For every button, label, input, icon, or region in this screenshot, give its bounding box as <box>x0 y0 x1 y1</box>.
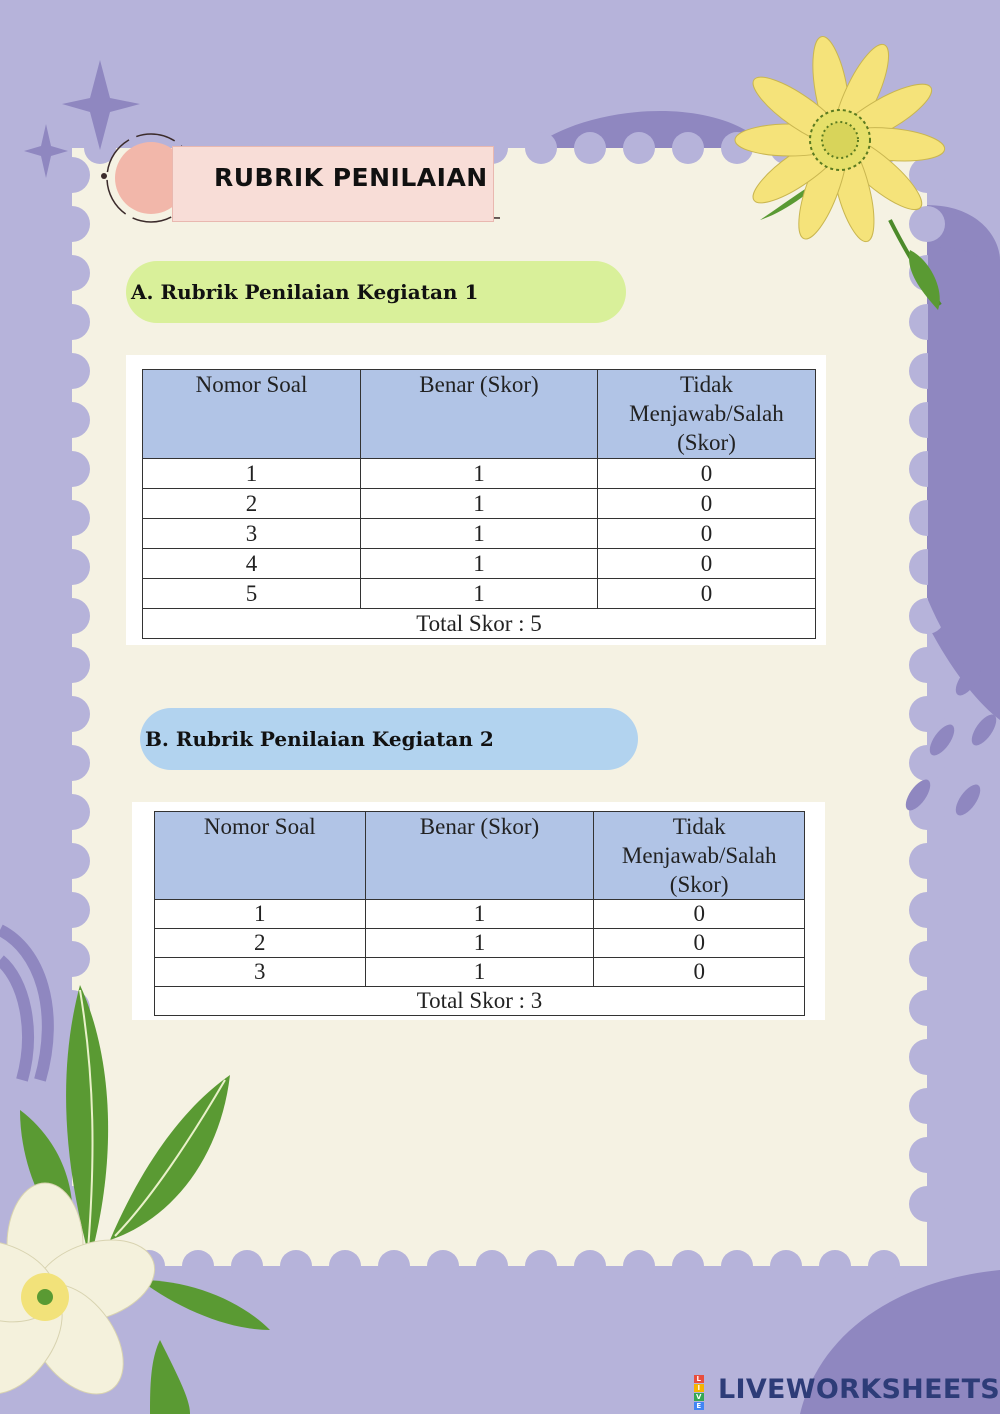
scallop <box>54 353 90 389</box>
section-b-heading: B. Rubrik Penilaian Kegiatan 2 <box>140 708 638 770</box>
cell-benar: 1 <box>361 519 598 549</box>
scallop <box>623 132 655 164</box>
cell-salah: 0 <box>597 579 815 609</box>
cell-benar: 1 <box>361 549 598 579</box>
header-line: Tidak <box>680 372 733 397</box>
liveworksheets-brand <box>694 1372 1000 1410</box>
scallop <box>525 1250 557 1282</box>
logo-square <box>705 1402 715 1410</box>
table-row <box>143 519 816 549</box>
cell-benar: 1 <box>361 489 598 519</box>
table-row <box>155 958 805 987</box>
scallop <box>378 1250 410 1282</box>
table-row <box>143 489 816 519</box>
scallop <box>909 696 945 732</box>
scallop <box>909 941 945 977</box>
table-header-row <box>155 812 805 900</box>
header-nomor-soal: Nomor Soal <box>143 370 361 459</box>
scallop <box>54 696 90 732</box>
scallop <box>623 1250 655 1282</box>
cell-salah: 0 <box>597 519 815 549</box>
scallop <box>909 647 945 683</box>
scallop <box>54 402 90 438</box>
header-benar-skor: Benar (Skor) <box>361 370 598 459</box>
cell-benar: 1 <box>365 958 594 987</box>
section-a-heading: A. Rubrik Penilaian Kegiatan 1 <box>126 261 626 323</box>
scallop <box>770 1250 802 1282</box>
table-header-row <box>143 370 816 459</box>
scallop <box>54 941 90 977</box>
scallop <box>54 451 90 487</box>
cell-benar: 1 <box>361 579 598 609</box>
scallop <box>909 1137 945 1173</box>
header-line: (Skor) <box>677 430 736 455</box>
cell-benar: 1 <box>365 929 594 958</box>
cell-salah: 0 <box>597 459 815 489</box>
scallop <box>721 1250 753 1282</box>
table-row <box>143 549 816 579</box>
header-tidak-menjawab-salah-skor <box>597 370 815 459</box>
scallop <box>54 255 90 291</box>
scallop <box>54 157 90 193</box>
rubric-table-b <box>154 811 805 1016</box>
scallop <box>868 1250 900 1282</box>
rubric-table-a <box>142 369 816 639</box>
scallop <box>54 549 90 585</box>
scallop <box>525 132 557 164</box>
liveworksheets-logo-icon <box>694 1375 714 1410</box>
page-title: RUBRIK PENILAIAN <box>214 163 488 192</box>
table-row <box>155 900 805 929</box>
header-benar-skor: Benar (Skor) <box>365 812 594 900</box>
cell-nomor: 2 <box>143 489 361 519</box>
logo-letter-e: E <box>694 1402 704 1410</box>
cell-nomor: 2 <box>155 929 366 958</box>
scallop <box>231 1250 263 1282</box>
header-line: (Skor) <box>669 872 729 897</box>
table-row <box>155 929 805 958</box>
scallop <box>574 132 606 164</box>
cell-salah: 0 <box>597 489 815 519</box>
logo-square <box>705 1375 715 1383</box>
logo-letter-l: L <box>694 1375 704 1383</box>
scallop <box>672 132 704 164</box>
header-tidak-menjawab-salah-skor <box>594 812 805 900</box>
cell-nomor: 3 <box>155 958 366 987</box>
scallop <box>427 1250 459 1282</box>
cell-salah: 0 <box>594 900 805 929</box>
cell-nomor: 1 <box>155 900 366 929</box>
table-row <box>143 579 816 609</box>
table-total-row <box>143 609 816 639</box>
scallop <box>54 598 90 634</box>
logo-letter-v: V <box>694 1393 704 1401</box>
scallop <box>819 1250 851 1282</box>
scallop <box>54 843 90 879</box>
scallop <box>476 1250 508 1282</box>
scallop <box>909 843 945 879</box>
cell-nomor: 5 <box>143 579 361 609</box>
cell-nomor: 4 <box>143 549 361 579</box>
scallop <box>909 1039 945 1075</box>
logo-square <box>705 1393 715 1401</box>
header-line: Menjawab/Salah <box>621 843 777 868</box>
scallop <box>54 892 90 928</box>
scallop <box>909 206 945 242</box>
scallop <box>329 1250 361 1282</box>
scallop <box>54 304 90 340</box>
total-skor: Total Skor : 3 <box>155 987 805 1016</box>
cell-nomor: 1 <box>143 459 361 489</box>
cell-benar: 1 <box>361 459 598 489</box>
table-total-row <box>155 987 805 1016</box>
scallop <box>909 990 945 1026</box>
cell-nomor: 3 <box>143 519 361 549</box>
scallop <box>54 206 90 242</box>
rubric-table-a-container <box>126 355 826 645</box>
scallop <box>280 1250 312 1282</box>
total-skor: Total Skor : 5 <box>143 609 816 639</box>
scallop <box>54 500 90 536</box>
cell-benar: 1 <box>365 900 594 929</box>
cell-salah: 0 <box>594 958 805 987</box>
scallop <box>182 1250 214 1282</box>
header-nomor-soal: Nomor Soal <box>155 812 366 900</box>
scallop <box>909 892 945 928</box>
header-line: Tidak <box>672 814 726 839</box>
scallop <box>574 1250 606 1282</box>
logo-square <box>705 1384 715 1392</box>
scallop <box>909 1186 945 1222</box>
scallop <box>54 745 90 781</box>
scallop <box>672 1250 704 1282</box>
cell-salah: 0 <box>594 929 805 958</box>
scallop <box>54 647 90 683</box>
table-row <box>143 459 816 489</box>
scallop <box>54 794 90 830</box>
header-line: Menjawab/Salah <box>629 401 784 426</box>
scallop <box>909 1088 945 1124</box>
logo-letter-i: I <box>694 1384 704 1392</box>
cell-salah: 0 <box>597 549 815 579</box>
rubric-table-b-container <box>132 802 825 1020</box>
arches-decoration <box>0 930 48 1080</box>
brand-name: LIVEWORKSHEETS <box>718 1373 1000 1405</box>
sparkle-icon <box>62 60 140 150</box>
